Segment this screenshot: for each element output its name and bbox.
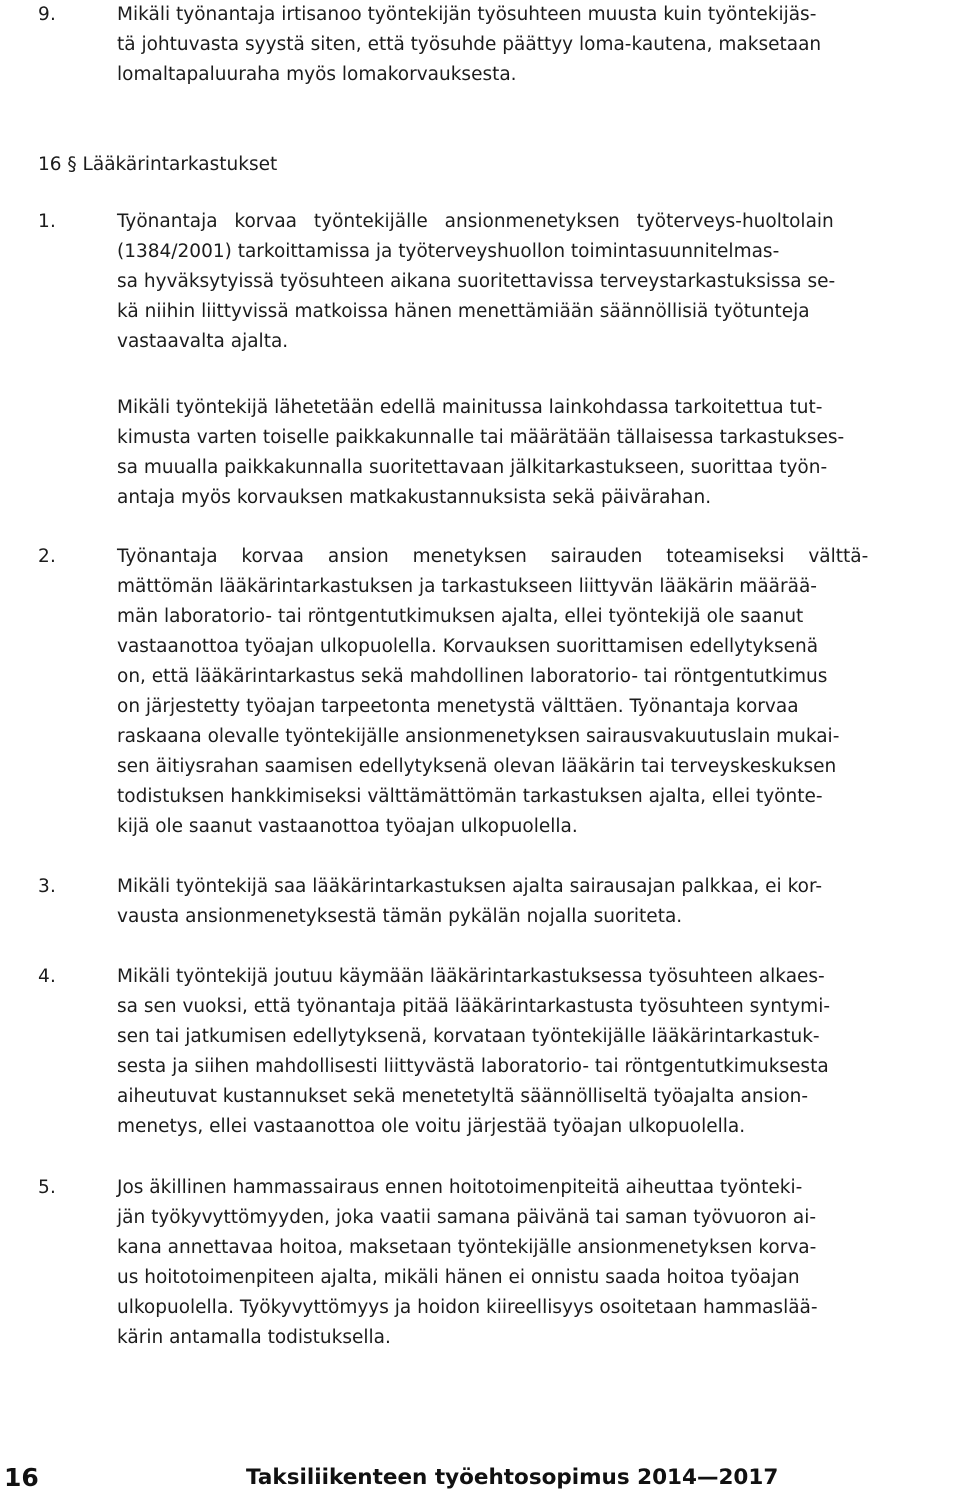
item-text-line: Mikäli työntekijä joutuu käymään lääkärintarkastuksessa työsuhteen alkaes- [117,966,825,987]
item-text-line: sa sen vuoksi, että työnantaja pitää lääkärintarkastusta työsuhteen syntymi- [117,996,831,1017]
item-text-line: kä niihin liittyvissä matkoissa hänen menettämiään säännöllisiä työtunteja [117,301,810,322]
item-text-line: sa muualla paikkakunnalla suoritettavaan jälkitarkastukseen, suorittaa työn- [117,457,828,478]
item-text-line: ulkopuolella. Työkyvyttömyys ja hoidon kiireellisyys osoitetaan hammaslää- [117,1297,818,1318]
item-text-line: menetys, ellei vastaanottoa ole voitu järjestää työajan ulkopuolella. [117,1116,746,1137]
item-text-line: sen tai jatkumisen edellytyksenä, korvataan työntekijälle lääkärintarkastuk- [117,1026,820,1047]
page-footer [0,1460,960,1496]
item-text-line: Mikäli työnantaja irtisanoo työntekijän työsuhteen muusta kuin työntekijäs- [117,4,817,25]
item-text-line: tä johtuvasta syystä siten, että työsuhde päättyy loma-kautena, maksetaan [117,34,822,55]
item-text-line: antaja myös korvauksen matkakustannuksista sekä päivärahan. [117,487,712,508]
item-text-line: lomaltapaluuraha myös lomakorvauksesta. [117,64,517,85]
item-number: 2. [38,546,57,567]
item-number: 9. [38,4,57,25]
item-text-line: Mikäli työntekijä saa lääkärintarkastuksen ajalta sairausajan palkkaa, ei kor- [117,876,823,897]
item-text-line: kimusta varten toiselle paikkakunnalle tai määrätään tällaisessa tarkastukses- [117,427,845,448]
section-heading: 16 § Lääkärintarkastukset [38,154,278,175]
item-text-line: todistuksen hankkimiseksi välttämättömän tarkastuksen ajalta, ellei työnte- [117,786,823,807]
item-text-line: aiheutuvat kustannukset sekä menetetyltä säännölliseltä työajalta ansion- [117,1086,809,1107]
item-text-line: sa hyväksytyissä työsuhteen aikana suoritettavissa terveystarkastuksissa se- [117,271,836,292]
item-text-line: sen äitiysrahan saamisen edellytyksenä olevan lääkärin tai terveyskeskuksen [117,756,837,777]
item-text-line: (1384/2001) tarkoittamissa ja työterveyshuollon toimintasuunnitelmas- [117,241,780,262]
item-text-line: kana annettavaa hoitoa, maksetaan työntekijälle ansionmenetyksen korva- [117,1237,817,1258]
page-number: 16 [4,1463,39,1492]
item-text-line: us hoitotoimenpiteen ajalta, mikäli hänen ei onnistu saada hoitoa työajan [117,1267,800,1288]
item-text-line: Työnantaja korvaa työntekijälle ansionmenetyksen työterveys-huoltolain [117,211,834,232]
item-text-line: raskaana olevalle työntekijälle ansionmenetyksen sairausvakuutuslain mukai- [117,726,840,747]
item-text-line: sesta ja siihen mahdollisesti liittyvästä laboratorio- tai röntgentutkimuksesta [117,1056,829,1077]
item-number: 3. [38,876,57,897]
item-text-line: on järjestetty työajan tarpeetonta menetystä välttäen. Työnantaja korvaa [117,696,799,717]
item-text-line: on, että lääkärintarkastus sekä mahdollinen laboratorio- tai röntgentutkimus [117,666,828,687]
document-title: Taksiliikenteen työehtosopimus 2014—2017 [246,1465,779,1490]
item-text-line: kijä ole saanut vastaanottoa työajan ulkopuolella. [117,816,578,837]
item-number: 1. [38,211,57,232]
item-text-line: vastaavalta ajalta. [117,331,289,352]
item-text-line: mättömän lääkärintarkastuksen ja tarkastukseen liittyvän lääkärin määrää- [117,576,817,597]
item-text-line: Työnantaja korvaa ansion menetyksen sairauden toteamiseksi välttä- [117,546,869,567]
item-text-line: vastaanottoa työajan ulkopuolella. Korvauksen suorittamisen edellytyksenä [117,636,819,657]
item-text-line: Mikäli työntekijä lähetetään edellä mainitussa lainkohdassa tarkoitettua tut- [117,397,823,418]
item-number: 5. [38,1177,57,1198]
item-number: 4. [38,966,57,987]
item-text-line: Jos äkillinen hammassairaus ennen hoitotoimenpiteitä aiheuttaa työnteki- [117,1177,803,1198]
item-text-line: män laboratorio- tai röntgentutkimuksen ajalta, ellei työntekijä ole saanut [117,606,804,627]
item-text-line: vausta ansionmenetyksestä tämän pykälän nojalla suoriteta. [117,906,683,927]
item-text-line: jän työkyvyttömyyden, joka vaatii samana päivänä tai saman työvuoron ai- [117,1207,817,1228]
item-text-line: kärin antamalla todistuksella. [117,1327,391,1348]
